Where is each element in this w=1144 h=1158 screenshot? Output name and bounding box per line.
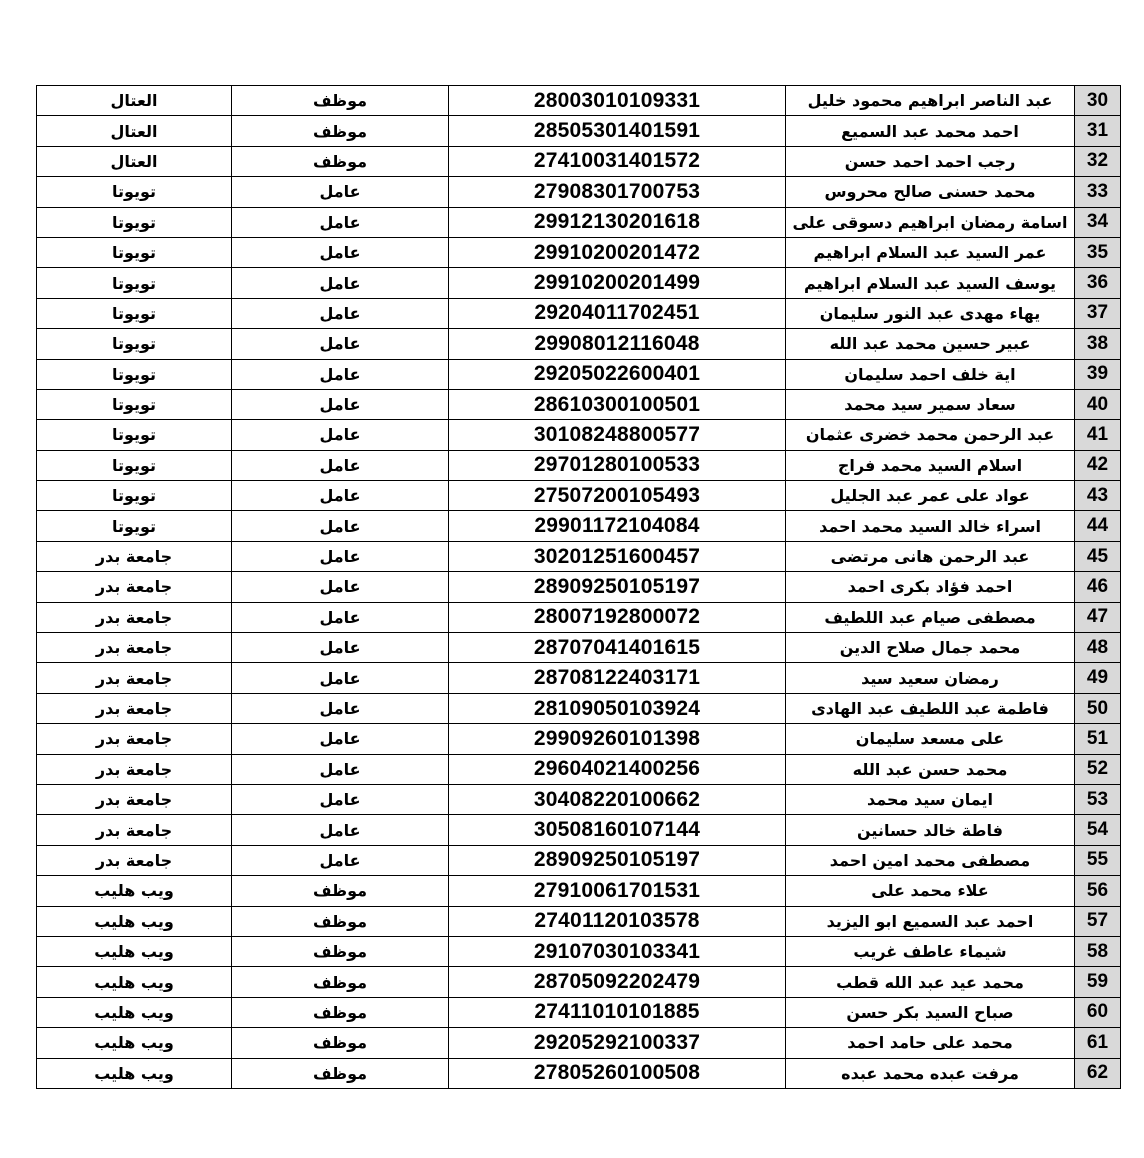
name-cell: اسامة رمضان ابراهيم دسوقى على (786, 207, 1075, 237)
national-id-cell-text: 27411010101885 (534, 1000, 700, 1024)
table-row (37, 207, 1121, 237)
employee-table (36, 85, 1121, 1089)
table-row (37, 572, 1121, 602)
company-cell: تويوتا (37, 298, 232, 328)
row-number-cell (1075, 845, 1121, 875)
row-number-cell (1075, 663, 1121, 693)
company-cell: تويوتا (37, 268, 232, 298)
name-cell: عمر السيد عبد السلام ابراهيم (786, 237, 1075, 267)
national-id-cell (449, 936, 786, 966)
name-cell: احمد فؤاد بكرى احمد (786, 572, 1075, 602)
national-id-cell (449, 876, 786, 906)
company-cell: ويب هليب (37, 936, 232, 966)
job-cell: عامل (232, 541, 449, 571)
row-number-cell-text: 62 (1086, 1062, 1109, 1084)
job-cell: موظف (232, 936, 449, 966)
national-id-cell-text: 29107030103341 (533, 939, 701, 963)
job-cell: عامل (232, 511, 449, 541)
row-number-cell (1075, 177, 1121, 207)
row-number-cell (1075, 450, 1121, 480)
row-number-cell (1075, 967, 1121, 997)
job-cell: عامل (232, 633, 449, 663)
national-id-cell (449, 450, 786, 480)
national-id-cell (449, 1028, 786, 1058)
national-id-cell (449, 116, 786, 146)
table-row (37, 1058, 1121, 1088)
name-cell: علاء محمد على (786, 876, 1075, 906)
row-number-cell (1075, 572, 1121, 602)
job-cell: عامل (232, 815, 449, 845)
national-id-cell-text: 29205292100337 (533, 1030, 701, 1054)
row-number-cell-text: 40 (1086, 393, 1109, 415)
job-cell: عامل (232, 784, 449, 814)
row-number-cell (1075, 541, 1121, 571)
table-row (37, 1028, 1121, 1058)
national-id-cell-text: 30408220100662 (533, 787, 701, 811)
name-cell: عبير حسين محمد عبد الله (786, 329, 1075, 359)
national-id-cell (449, 754, 786, 784)
national-id-cell-text: 27410031401572 (533, 149, 701, 173)
company-cell: العتال (37, 86, 232, 116)
row-number-cell (1075, 329, 1121, 359)
job-cell: عامل (232, 572, 449, 602)
name-cell: يوسف السيد عبد السلام ابراهيم (786, 268, 1075, 298)
row-number-cell (1075, 116, 1121, 146)
table-row (37, 936, 1121, 966)
row-number-cell-text: 47 (1086, 606, 1109, 628)
national-id-cell-text: 28708122403171 (533, 666, 701, 690)
company-cell: جامعة بدر (37, 754, 232, 784)
national-id-cell-text: 28109050103924 (533, 696, 701, 720)
row-number-cell (1075, 602, 1121, 632)
company-cell: ويب هليب (37, 1058, 232, 1088)
employee-table-body (37, 86, 1121, 1089)
table-row (37, 724, 1121, 754)
row-number-cell (1075, 1058, 1121, 1088)
job-cell: عامل (232, 450, 449, 480)
name-cell: مصطفى محمد امين احمد (786, 845, 1075, 875)
company-cell: تويوتا (37, 389, 232, 419)
row-number-cell (1075, 207, 1121, 237)
row-number-cell-text: 48 (1086, 636, 1109, 658)
job-cell: عامل (232, 754, 449, 784)
national-id-cell-text: 27908301700753 (533, 179, 701, 203)
row-number-cell-text: 43 (1086, 484, 1109, 506)
company-cell: العتال (37, 146, 232, 176)
name-cell: فاطة خالد حسانين (786, 815, 1075, 845)
row-number-cell (1075, 815, 1121, 845)
row-number-cell (1075, 146, 1121, 176)
national-id-cell (449, 268, 786, 298)
company-cell: تويوتا (37, 420, 232, 450)
row-number-cell (1075, 754, 1121, 784)
company-cell: تويوتا (37, 237, 232, 267)
national-id-cell (449, 663, 786, 693)
national-id-cell (449, 693, 786, 723)
national-id-cell-text: 30508160107144 (533, 818, 701, 842)
company-cell: تويوتا (37, 511, 232, 541)
row-number-cell (1075, 420, 1121, 450)
national-id-cell-text: 29912130201618 (533, 210, 701, 234)
row-number-cell (1075, 481, 1121, 511)
company-cell: تويوتا (37, 450, 232, 480)
job-cell: عامل (232, 207, 449, 237)
national-id-cell (449, 967, 786, 997)
table-row (37, 754, 1121, 784)
row-number-cell-text: 55 (1086, 849, 1109, 871)
name-cell: رمضان سعيد سيد (786, 663, 1075, 693)
national-id-cell (449, 237, 786, 267)
row-number-cell-text: 37 (1086, 302, 1109, 324)
national-id-cell-text: 28007192800072 (533, 605, 701, 629)
row-number-cell (1075, 268, 1121, 298)
name-cell: رجب احمد احمد حسن (786, 146, 1075, 176)
row-number-cell (1075, 237, 1121, 267)
row-number-cell-text: 57 (1086, 910, 1109, 932)
company-cell: تويوتا (37, 329, 232, 359)
row-number-cell-text: 50 (1086, 697, 1109, 719)
national-id-cell-text: 29908012116048 (534, 331, 700, 355)
national-id-cell (449, 997, 786, 1027)
table-row (37, 784, 1121, 814)
job-cell: عامل (232, 359, 449, 389)
job-cell: عامل (232, 481, 449, 511)
row-number-cell (1075, 784, 1121, 814)
national-id-cell-text: 30201251600457 (533, 544, 701, 568)
name-cell: شيماء عاطف غريب (786, 936, 1075, 966)
national-id-cell (449, 359, 786, 389)
row-number-cell-text: 58 (1086, 940, 1109, 962)
national-id-cell (449, 481, 786, 511)
job-cell: موظف (232, 86, 449, 116)
job-cell: عامل (232, 329, 449, 359)
job-cell: عامل (232, 663, 449, 693)
row-number-cell-text: 49 (1086, 667, 1109, 689)
national-id-cell-text: 28909250105197 (533, 848, 701, 872)
name-cell: مرفت عبده محمد عبده (786, 1058, 1075, 1088)
name-cell: محمد جمال صلاح الدين (786, 633, 1075, 663)
row-number-cell-text: 35 (1086, 241, 1109, 263)
national-id-cell (449, 845, 786, 875)
job-cell: موظف (232, 906, 449, 936)
name-cell: محمد حسنى صالح محروس (786, 177, 1075, 207)
national-id-cell (449, 389, 786, 419)
company-cell: جامعة بدر (37, 663, 232, 693)
national-id-cell-text: 29910200201499 (533, 271, 701, 295)
row-number-cell-text: 36 (1086, 272, 1109, 294)
table-row (37, 86, 1121, 116)
table-row (37, 906, 1121, 936)
table-row (37, 967, 1121, 997)
job-cell: عامل (232, 177, 449, 207)
name-cell: يهاء مهدى عبد النور سليمان (786, 298, 1075, 328)
table-row (37, 663, 1121, 693)
table-row (37, 633, 1121, 663)
name-cell: محمد عيد عبد الله قطب (786, 967, 1075, 997)
row-number-cell (1075, 936, 1121, 966)
job-cell: عامل (232, 389, 449, 419)
row-number-cell-text: 32 (1086, 150, 1109, 172)
national-id-cell (449, 511, 786, 541)
job-cell: موظف (232, 876, 449, 906)
national-id-cell (449, 906, 786, 936)
name-cell: مصطفى صيام عبد اللطيف (786, 602, 1075, 632)
national-id-cell-text: 28705092202479 (533, 970, 701, 994)
table-row (37, 329, 1121, 359)
row-number-cell-text: 44 (1086, 515, 1109, 537)
company-cell: جامعة بدر (37, 815, 232, 845)
row-number-cell-text: 46 (1086, 575, 1109, 597)
table-row (37, 116, 1121, 146)
company-cell: العتال (37, 116, 232, 146)
table-row (37, 146, 1121, 176)
national-id-cell-text: 28909250105197 (533, 574, 701, 598)
name-cell: فاطمة عبد اللطيف عبد الهادى (786, 693, 1075, 723)
table-row (37, 420, 1121, 450)
national-id-cell-text: 27805260100508 (533, 1061, 701, 1085)
row-number-cell-text: 52 (1086, 758, 1109, 780)
job-cell: عامل (232, 420, 449, 450)
national-id-cell-text: 27401120103578 (534, 909, 700, 933)
national-id-cell-text: 28003010109331 (533, 88, 701, 112)
name-cell: احمد محمد عبد السميع (786, 116, 1075, 146)
company-cell: ويب هليب (37, 876, 232, 906)
company-cell: تويوتا (37, 481, 232, 511)
national-id-cell-text: 29701280100533 (533, 453, 701, 477)
row-number-cell (1075, 876, 1121, 906)
company-cell: جامعة بدر (37, 724, 232, 754)
national-id-cell (449, 572, 786, 602)
national-id-cell-text: 29205022600401 (533, 362, 701, 386)
name-cell: محمد على حامد احمد (786, 1028, 1075, 1058)
name-cell: عواد على عمر عبد الجليل (786, 481, 1075, 511)
company-cell: جامعة بدر (37, 784, 232, 814)
row-number-cell-text: 56 (1086, 879, 1109, 901)
national-id-cell-text: 29901172104084 (534, 514, 700, 538)
row-number-cell-text: 45 (1086, 545, 1109, 567)
company-cell: جامعة بدر (37, 693, 232, 723)
table-row (37, 450, 1121, 480)
table-row (37, 876, 1121, 906)
row-number-cell (1075, 86, 1121, 116)
table-row (37, 389, 1121, 419)
row-number-cell (1075, 724, 1121, 754)
company-cell: ويب هليب (37, 967, 232, 997)
national-id-cell (449, 724, 786, 754)
name-cell: ايمان سيد محمد (786, 784, 1075, 814)
job-cell: عامل (232, 602, 449, 632)
row-number-cell-text: 33 (1086, 180, 1109, 202)
national-id-cell (449, 633, 786, 663)
row-number-cell (1075, 389, 1121, 419)
national-id-cell (449, 420, 786, 450)
row-number-cell (1075, 633, 1121, 663)
national-id-cell (449, 329, 786, 359)
row-number-cell-text: 31 (1086, 120, 1109, 142)
table-row (37, 511, 1121, 541)
company-cell: تويوتا (37, 207, 232, 237)
table-row (37, 541, 1121, 571)
table-row (37, 268, 1121, 298)
table-row (37, 298, 1121, 328)
row-number-cell-text: 60 (1086, 1001, 1109, 1023)
national-id-cell-text: 28505301401591 (533, 119, 701, 143)
job-cell: موظف (232, 116, 449, 146)
row-number-cell-text: 42 (1086, 454, 1109, 476)
table-row (37, 997, 1121, 1027)
national-id-cell (449, 1058, 786, 1088)
table-row (37, 815, 1121, 845)
national-id-cell-text: 29909260101398 (533, 726, 701, 750)
name-cell: على مسعد سليمان (786, 724, 1075, 754)
job-cell: موظف (232, 146, 449, 176)
name-cell: سعاد سمير سيد محمد (786, 389, 1075, 419)
company-cell: تويوتا (37, 359, 232, 389)
table-row (37, 602, 1121, 632)
name-cell: اية خلف احمد سليمان (786, 359, 1075, 389)
national-id-cell-text: 27910061701531 (533, 878, 701, 902)
row-number-cell (1075, 298, 1121, 328)
job-cell: موظف (232, 967, 449, 997)
job-cell: عامل (232, 298, 449, 328)
national-id-cell (449, 541, 786, 571)
company-cell: تويوتا (37, 177, 232, 207)
row-number-cell (1075, 511, 1121, 541)
national-id-cell (449, 298, 786, 328)
table-row (37, 359, 1121, 389)
row-number-cell-text: 61 (1086, 1031, 1109, 1053)
company-cell: ويب هليب (37, 1028, 232, 1058)
national-id-cell-text: 27507200105493 (533, 483, 701, 507)
national-id-cell-text: 28707041401615 (533, 635, 701, 659)
name-cell: اسراء خالد السيد محمد احمد (786, 511, 1075, 541)
row-number-cell-text: 54 (1086, 819, 1109, 841)
row-number-cell-text: 53 (1086, 788, 1109, 810)
company-cell: ويب هليب (37, 997, 232, 1027)
national-id-cell (449, 177, 786, 207)
table-row (37, 693, 1121, 723)
row-number-cell-text: 41 (1086, 423, 1109, 445)
row-number-cell (1075, 1028, 1121, 1058)
table-row (37, 481, 1121, 511)
row-number-cell (1075, 906, 1121, 936)
national-id-cell (449, 815, 786, 845)
job-cell: عامل (232, 237, 449, 267)
job-cell: عامل (232, 268, 449, 298)
job-cell: عامل (232, 845, 449, 875)
row-number-cell-text: 51 (1086, 727, 1109, 749)
row-number-cell (1075, 693, 1121, 723)
job-cell: عامل (232, 724, 449, 754)
company-cell: جامعة بدر (37, 602, 232, 632)
job-cell: موظف (232, 1058, 449, 1088)
national-id-cell (449, 207, 786, 237)
name-cell: صباح السيد بكر حسن (786, 997, 1075, 1027)
name-cell: اسلام السيد محمد فراج (786, 450, 1075, 480)
national-id-cell-text: 29604021400256 (533, 757, 701, 781)
table-row (37, 237, 1121, 267)
name-cell: احمد عبد السميع ابو اليزيد (786, 906, 1075, 936)
row-number-cell-text: 34 (1086, 211, 1109, 233)
row-number-cell-text: 30 (1086, 89, 1109, 111)
company-cell: جامعة بدر (37, 541, 232, 571)
national-id-cell (449, 784, 786, 814)
company-cell: جامعة بدر (37, 572, 232, 602)
job-cell: موظف (232, 997, 449, 1027)
company-cell: جامعة بدر (37, 845, 232, 875)
national-id-cell-text: 30108248800577 (533, 422, 701, 446)
table-row (37, 177, 1121, 207)
national-id-cell (449, 602, 786, 632)
national-id-cell-text: 28610300100501 (533, 392, 701, 416)
name-cell: عبد الناصر ابراهيم محمود خليل (786, 86, 1075, 116)
company-cell: ويب هليب (37, 906, 232, 936)
table-row (37, 845, 1121, 875)
row-number-cell-text: 59 (1086, 971, 1109, 993)
national-id-cell (449, 86, 786, 116)
name-cell: عبد الرحمن محمد خضرى عثمان (786, 420, 1075, 450)
job-cell: موظف (232, 1028, 449, 1058)
company-cell: جامعة بدر (37, 633, 232, 663)
row-number-cell-text: 39 (1086, 363, 1109, 385)
row-number-cell (1075, 359, 1121, 389)
national-id-cell-text: 29204011702451 (534, 301, 700, 325)
row-number-cell-text: 38 (1086, 332, 1109, 354)
name-cell: عبد الرحمن هانى مرتضى (786, 541, 1075, 571)
name-cell: محمد حسن عبد الله (786, 754, 1075, 784)
row-number-cell (1075, 997, 1121, 1027)
national-id-cell (449, 146, 786, 176)
national-id-cell-text: 29910200201472 (533, 240, 701, 264)
job-cell: عامل (232, 693, 449, 723)
